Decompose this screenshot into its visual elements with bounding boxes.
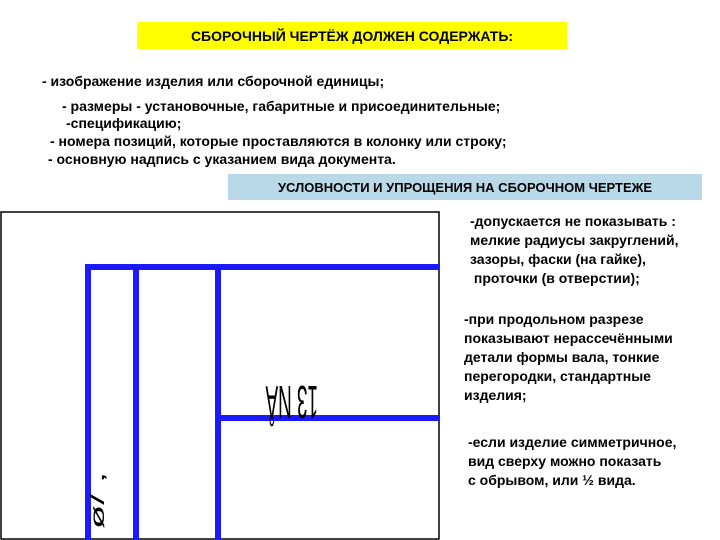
note-longitudinal-section: -при продольном разрезе показывают нерассечёнными детали формы вала, тонкие перегородки, стандартные изделия;: [464, 311, 673, 403]
rotated-label-left: ø/ ,: [86, 471, 109, 529]
assembly-drawing: [0, 211, 440, 540]
section-title: УСЛОВНОСТИ И УПРОЩЕНИЯ НА СБОРОЧНОМ ЧЕРТЕЖЕ: [228, 174, 702, 200]
page-title: СБОРОЧНЫЙ ЧЕРТЁЖ ДОЛЖЕН СОДЕРЖАТЬ:: [137, 22, 567, 49]
rotated-label: 13 NÅ: [265, 375, 318, 427]
requirement-item: -спецификацию;: [66, 115, 182, 131]
requirement-item: - основную надпись с указанием вида документа.: [48, 151, 396, 167]
note-symmetric-part: -если изделие симметричное, вид сверху можно показать с обрывом, или ½ вида.: [468, 434, 677, 488]
requirement-item: - изображение изделия или сборочной единицы;: [42, 73, 385, 89]
requirement-item: - номера позиций, которые проставляются в колонку или строку;: [50, 133, 507, 149]
requirement-item: - размеры - установочные, габаритные и присоединительные;: [62, 98, 501, 114]
note-not-shown: -допускается не показывать : мелкие радиусы закруглений, зазоры, фаски (на гайке), проточки (в отверстии);: [470, 213, 679, 286]
